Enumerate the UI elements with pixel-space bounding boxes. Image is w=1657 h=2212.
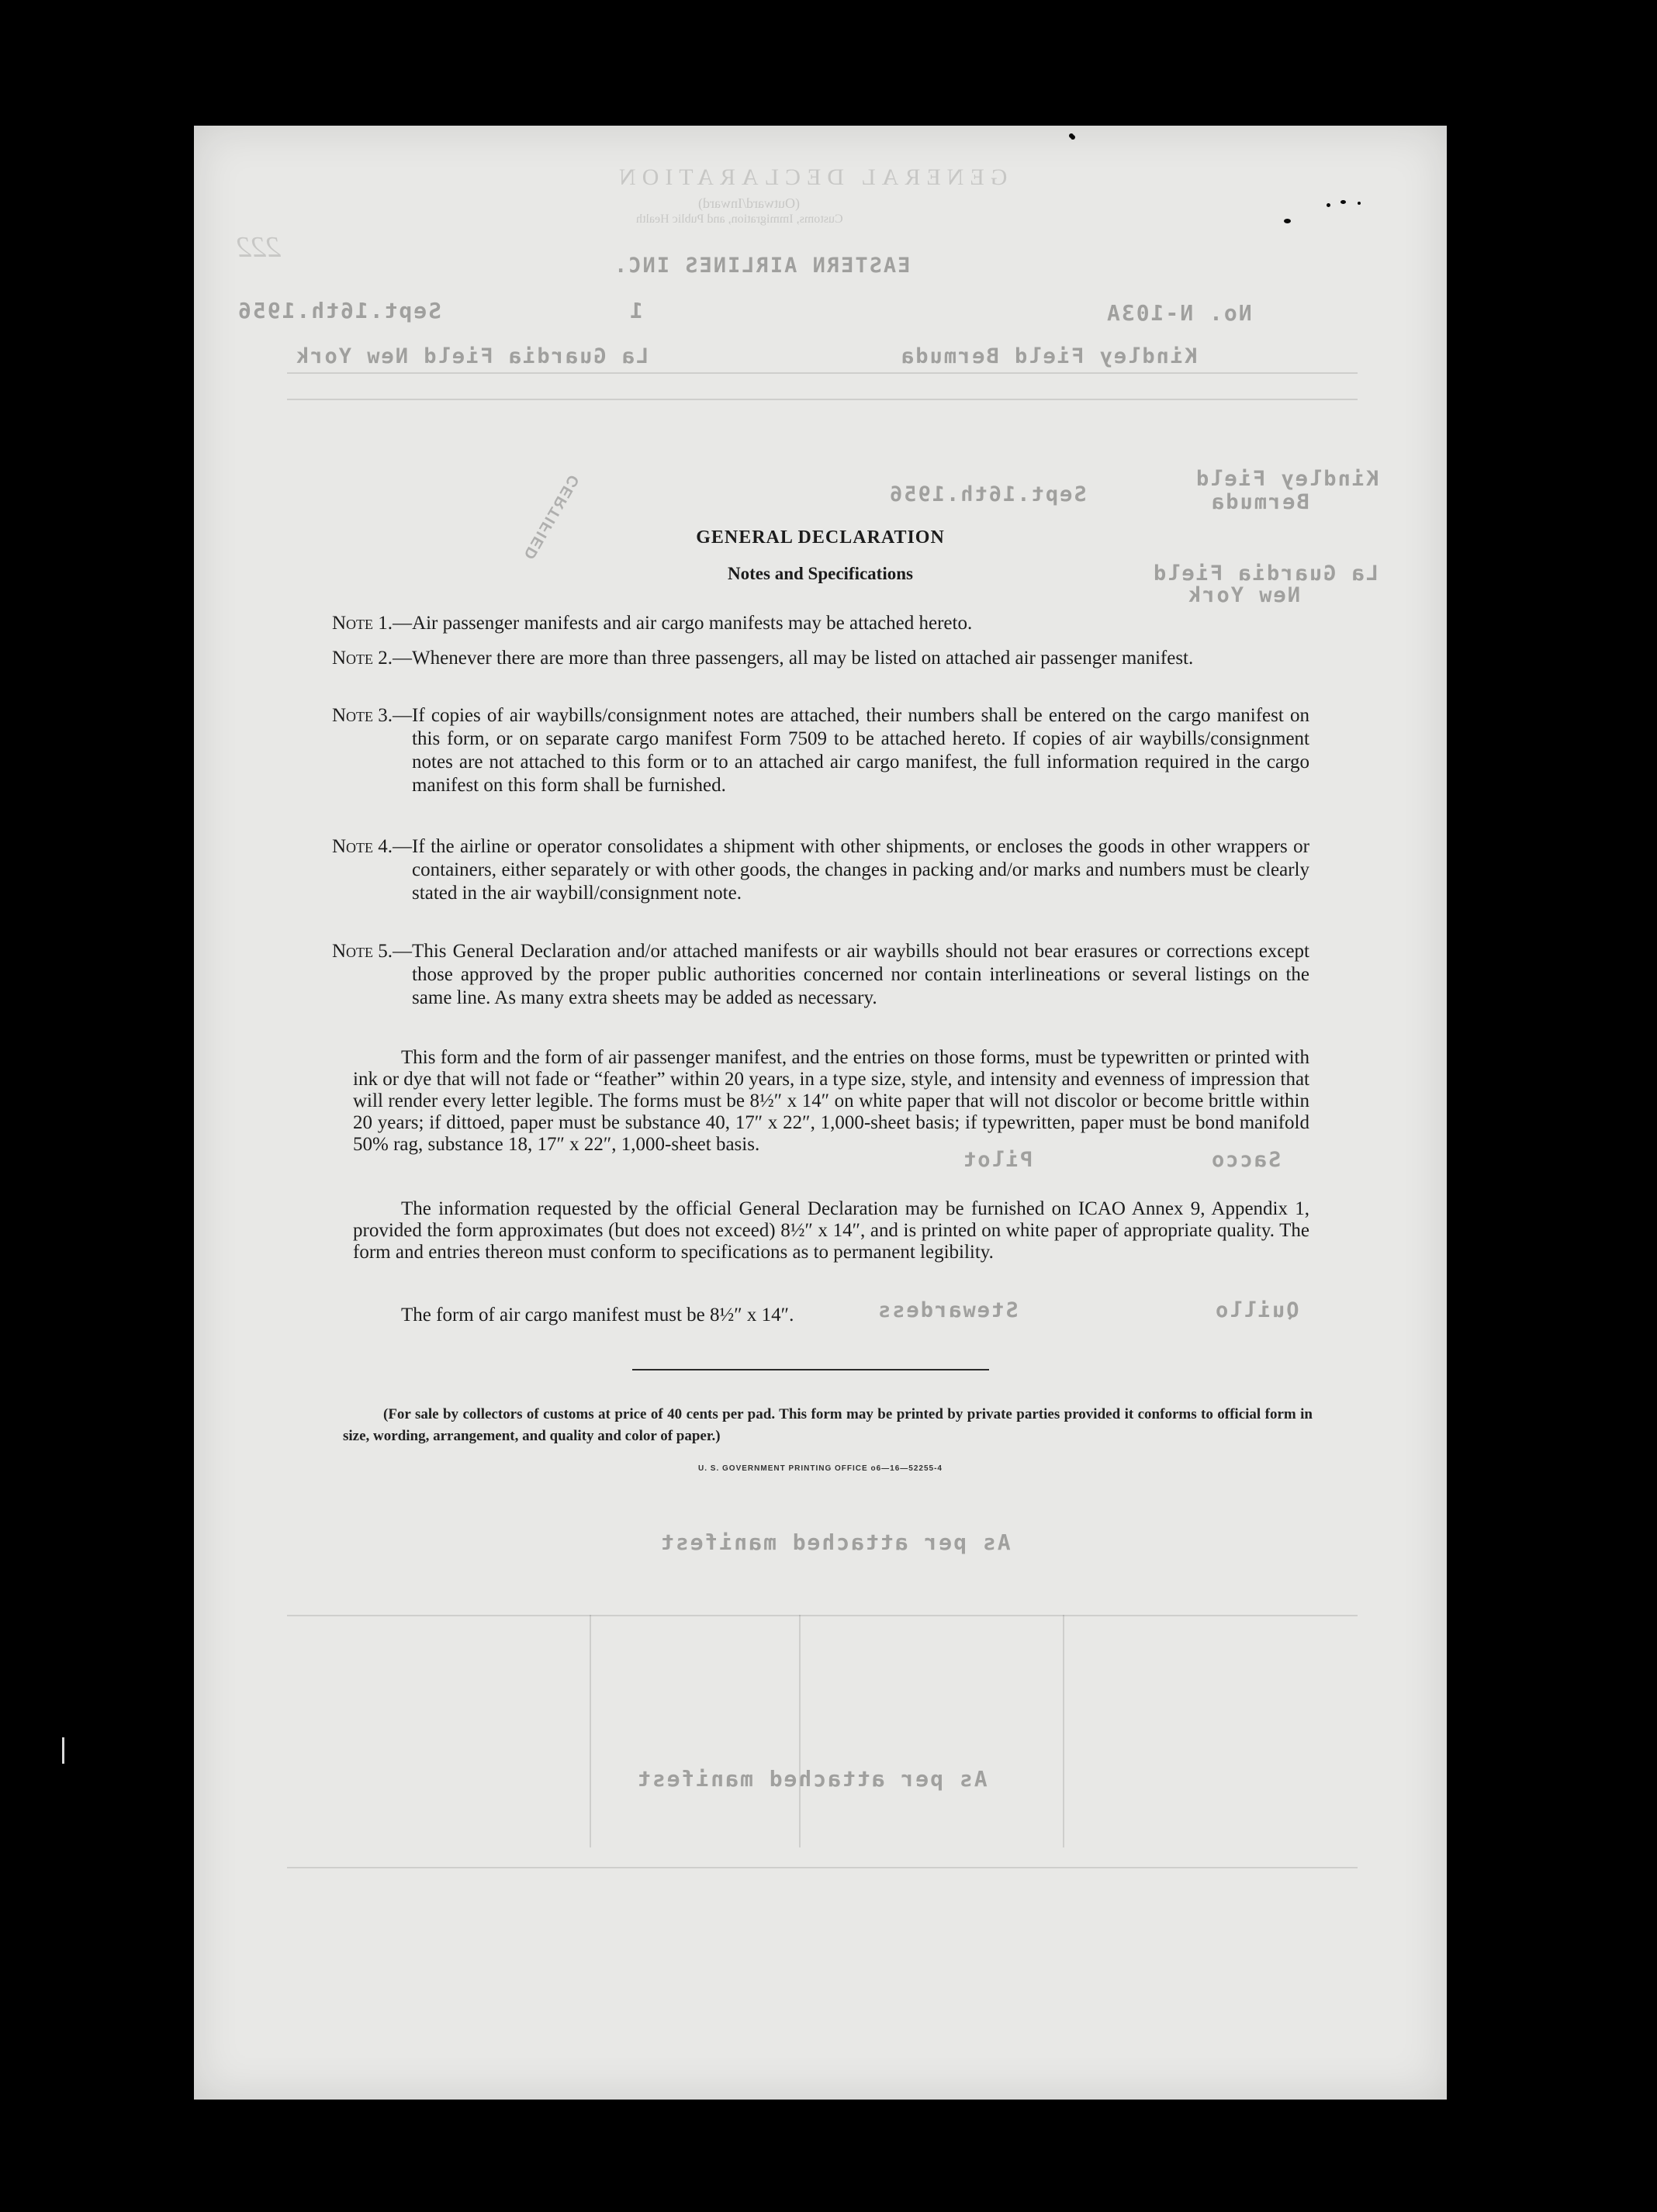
bleed-route-2a: La Guardia Field (1152, 562, 1379, 586)
bleed-crew-2a: Quillo (1214, 1298, 1299, 1322)
dust-speck (1340, 200, 1346, 204)
page-title: GENERAL DECLARATION (696, 527, 945, 548)
bleed-route-2b: New York (1187, 583, 1301, 607)
bleed-arrival: La Guardia Field New York (295, 344, 649, 368)
cargo-manifest-paragraph: The form of air cargo manifest must be 8½″ x 14″. (401, 1305, 794, 1325)
bleed-page-no: 222 (237, 231, 281, 264)
scan-mark (62, 1737, 64, 1764)
bleed-flight-no: 1 (628, 298, 643, 323)
bleed-header: GENERAL DECLARATION (613, 164, 1008, 190)
dust-speck (1069, 133, 1074, 138)
dust-speck (1358, 202, 1361, 205)
gpo-imprint: U. S. GOVERNMENT PRINTING OFFICE o6—16—52255-4 (698, 1464, 943, 1473)
note-5 (332, 940, 1309, 1010)
divider-rule (632, 1369, 989, 1370)
bleed-crew-1a: Sacco (1210, 1148, 1282, 1172)
bleed-rule (287, 1867, 1358, 1868)
bleed-crew-2b: Stewardess (877, 1298, 1019, 1322)
note-label: Note 1.— (332, 613, 413, 634)
bleed-rule (799, 1615, 801, 1847)
note-text: Air passenger manifests and air cargo manifests may be attached hereto. (412, 613, 973, 634)
note-text: This General Declaration and/or attached manifests or air waybills should not bear erasures or corrections except those approved by the proper public authorities concerned nor contain interlineations or several listings on the same line. As many extra sheets may be added as necessary. (412, 941, 1309, 1008)
dust-speck (1327, 203, 1330, 207)
bleed-rule (287, 399, 1358, 400)
dust-speck (1284, 219, 1291, 223)
document-page (194, 126, 1447, 2100)
bleed-crew-1b: Pilot (962, 1148, 1033, 1172)
note-label: Note 3.— (332, 705, 413, 726)
bleed-route-1b: Bermuda (1210, 490, 1309, 514)
bleed-stamp: CERTIFIED (520, 472, 583, 565)
note-1 (332, 612, 1309, 635)
note-text: If copies of air waybills/consignment notes are attached, their numbers shall be entered on the cargo manifest on this form, or on separate cargo manifest Form 7509 to be attached hereto. If copies of air waybills/consignment notes are not attached to this form or to an attached air cargo manifest, the full information required in the cargo manifest on this form shall be furnished. (412, 705, 1309, 796)
note-3 (332, 704, 1309, 797)
bleed-rule (287, 372, 1358, 374)
note-text: Whenever there are more than three passengers, all may be listed on attached air passenger manifest. (412, 648, 1194, 669)
bleed-manifest-2: As per attached manifest (636, 1766, 988, 1792)
note-2 (332, 647, 1309, 670)
bleed-rule (1063, 1615, 1064, 1847)
note-4 (332, 835, 1309, 905)
note-label: Note 4.— (332, 836, 413, 857)
note-label: Note 5.— (332, 941, 413, 962)
bleed-operator: EASTERN AIRLINES INC. (613, 254, 911, 278)
bleed-date: Sept.16th.1956 (237, 298, 442, 323)
bleed-rule (590, 1615, 591, 1847)
bleed-header-sub2: Customs, Immigration, and Public Health (636, 213, 843, 226)
bleed-departure: Kindley Field Bermuda (900, 344, 1198, 368)
bleed-route-1a: Kindley Field (1195, 467, 1379, 491)
page-subtitle: Notes and Specifications (728, 564, 913, 583)
bleed-header-sub: (Outward/Inward) (698, 195, 800, 211)
bleed-route-date: Sept.16th.1956 (888, 482, 1087, 506)
note-text: If the airline or operator consolidates a shipment with other shipments, or encloses the goods in other wrappers or containers, either separately or with other goods, the changes in packing and/or marks and numbers must be clearly stated in the air waybill/consignment note. (412, 836, 1309, 904)
icao-paragraph: The information requested by the official General Declaration may be furnished on ICAO Annex 9, Appendix 1, provided the form approximates (but does not exceed) 8½″ x 14″, and is printed on white paper of appropriate quality. The form and entries thereon must conform to specifications as to permanent legibility. (353, 1198, 1309, 1263)
sale-notice: (For sale by collectors of customs at price of 40 cents per pad. This form may be printed by private parties provided it conforms to official form in size, wording, arrangement, and quality and color of paper.) (343, 1406, 1313, 1444)
legibility-paragraph: This form and the form of air passenger manifest, and the entries on those forms, must be typewritten or printed with ink or dye that will not fade or “feather” within 20 years, in a type size, style, and intensity and evenness of impression that will render every letter legible. The forms must be 8½″ x 14″ on white paper that will not discolor or become brittle within 20 years; if dittoed, paper must be substance 40, 17″ x 22″, 1,000-sheet basis; if typewritten, paper must be bond manifold 50% rag, substance 18, 17″ x 22″, 1,000-sheet basis. (353, 1047, 1309, 1155)
note-label: Note 2.— (332, 648, 413, 669)
bleed-rule (287, 1615, 1358, 1616)
bleed-marks: No. N-103A (1105, 300, 1252, 326)
bleed-manifest-1: As per attached manifest (659, 1529, 1011, 1555)
